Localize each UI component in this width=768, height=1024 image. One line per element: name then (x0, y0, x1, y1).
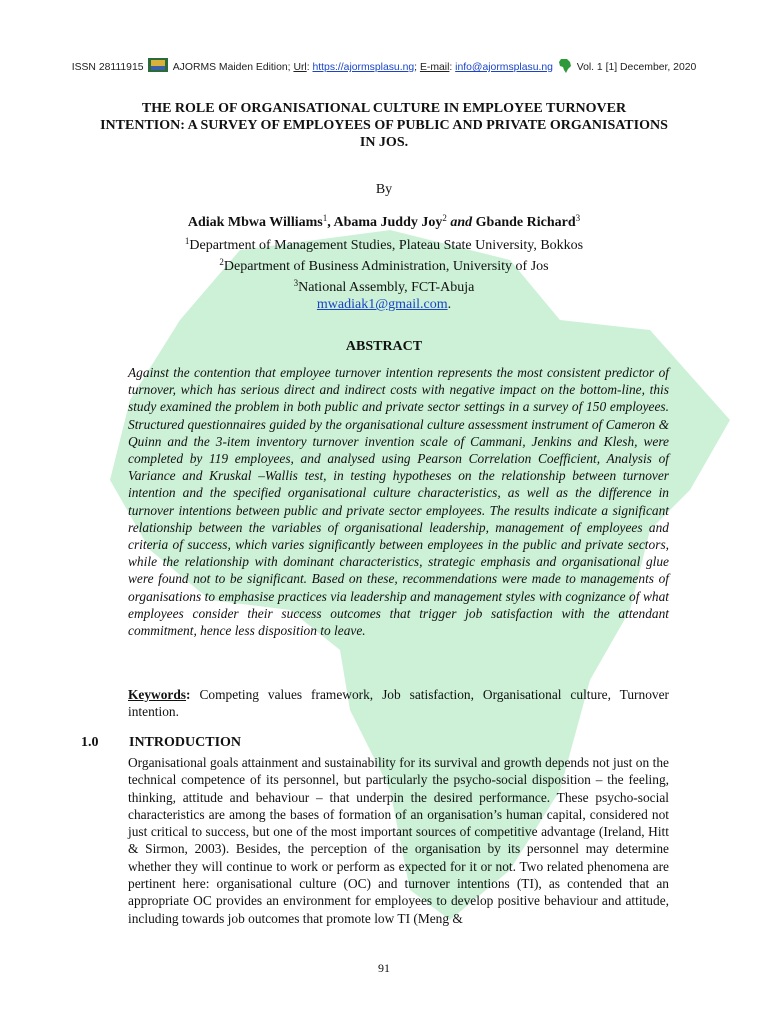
paper-title: THE ROLE OF ORGANISATIONAL CULTURE IN EMPLOYEE TURNOVER INTENTION: A SURVEY OF EMPLOYEES OF PUBLIC AND PRIVATE ORGANISATIONS IN JOS. (100, 101, 668, 150)
affiliations (0, 233, 768, 313)
author-2: Abama Juddy Joy (333, 215, 443, 230)
page-number: 91 (378, 961, 390, 975)
journal-url-link[interactable]: https://ajormsplasu.ng (312, 62, 415, 73)
authors-line: Adiak Mbwa Williams$^1$, Abama Juddy Joy$^2$ and Gbande Richard$^3$ (187, 213, 581, 230)
issn-text: ISSN 28111915 (71, 62, 144, 73)
journal-header: ISSN 28111915 AJORMS Maiden Edition; Url: https://ajormsplasu.ng; E-mail: info@ajormsplasu.ng Vol. 1 [1] December, 2020 (0, 56, 768, 74)
corresponding-email-line: mwadiak1@gmail.com. (316, 297, 452, 312)
edition-text: AJORMS Maiden Edition; (172, 62, 291, 73)
university-crest-icon (147, 56, 169, 74)
volume-text: Vol. 1 [1] December, 2020 (576, 62, 697, 73)
author-3: Gbande Richard (475, 215, 576, 230)
abstract-text: Against the contention that employee turnover intention represents the most consistent predictor of turnover, which has serious direct and indirect costs with negative impact on the bottom-line, this study examined the problem in both public and private sector settings in a survey of 150 employees. Structured questionnaires guided by the organisational culture assessment instrument of Cameron & Quinn and the 3-item inventory turnover invention scale of Cammani, Jenkins and Klesh, were completed by 119 employees, and analysed using Pearson Correlation Coefficient, Analysis of Variance and Kruskal –Wallis test, in testing hypotheses on the relationship between turnover intention and the specified organisational culture characteristics, as well as the difference in turnover intentions between public and private sector employees. The results indicate a significant relationship between the variables of organisational leadership, management of employees and criteria of success, which varies significantly between employees in the public and private sectors, while the relationship with dominant characteristics, strategic emphasis and organisational glue were found not to be significant. Based on these, recommendations were made to managements of organisations to emphasise practices via leadership and management styles with cognizance of what employees consider their success outcomes that trigger job satisfaction with the attendant commitment, hence less disposition to leave. (128, 365, 669, 639)
journal-email-link[interactable]: info@ajormsplasu.ng (455, 62, 553, 73)
section-heading (81, 735, 241, 751)
author-1: Adiak Mbwa Williams (187, 215, 323, 230)
abstract-heading: ABSTRACT (345, 339, 423, 354)
affiliation-2: $^2$Department of Business Administration, University of Jos (219, 257, 549, 274)
africa-map-icon (558, 58, 572, 74)
and-word: and (450, 215, 473, 230)
keywords-paragraph: Keywords: Competing values framework, Job satisfaction, Organisational culture, Turnover intention. (128, 687, 669, 720)
by-line: By (375, 182, 393, 197)
introduction-text: Organisational goals attainment and sustainability for its survival and growth depends not just on the technical competence of its personnel, but particularly the psycho-social disposition – the feeling, thinking, attitude and behaviour – that underpin the desired performance. These psycho-social characteristics are among the bases of formation of an organisation’s human capital, considered not just critical to success, but one of the most important sources of competitive advantage (Ireland, Hitt & Sirmon, 2003). Besides, the perception of the organisation by its personnel may determine whether they will continue to work or perform as expected for it or not. Two related phenomena are pertinent here: organisational culture (OC) and turnover intentions (TI), as contended that an appropriate OC provides an environment for employees to develop positive behaviour and attitude, including towards job outcomes that promote low TI (Meng & (128, 755, 669, 926)
section-title: INTRODUCTION (129, 735, 242, 750)
url-label: Url (293, 62, 307, 73)
section-number: 1.0 (81, 735, 99, 750)
keywords-label: Keywords (128, 687, 187, 702)
affiliation-1: $^1$Department of Management Studies, Plateau State University, Bokkos (184, 236, 584, 253)
keywords-text: Competing values framework, Job satisfaction, Organisational culture, Turnover intention. (128, 687, 669, 720)
affiliation-3: $^3$National Assembly, FCT-Abuja (293, 278, 475, 295)
email-label: E-mail (419, 62, 450, 73)
corresponding-email-link[interactable]: mwadiak1@gmail.com (316, 297, 448, 312)
